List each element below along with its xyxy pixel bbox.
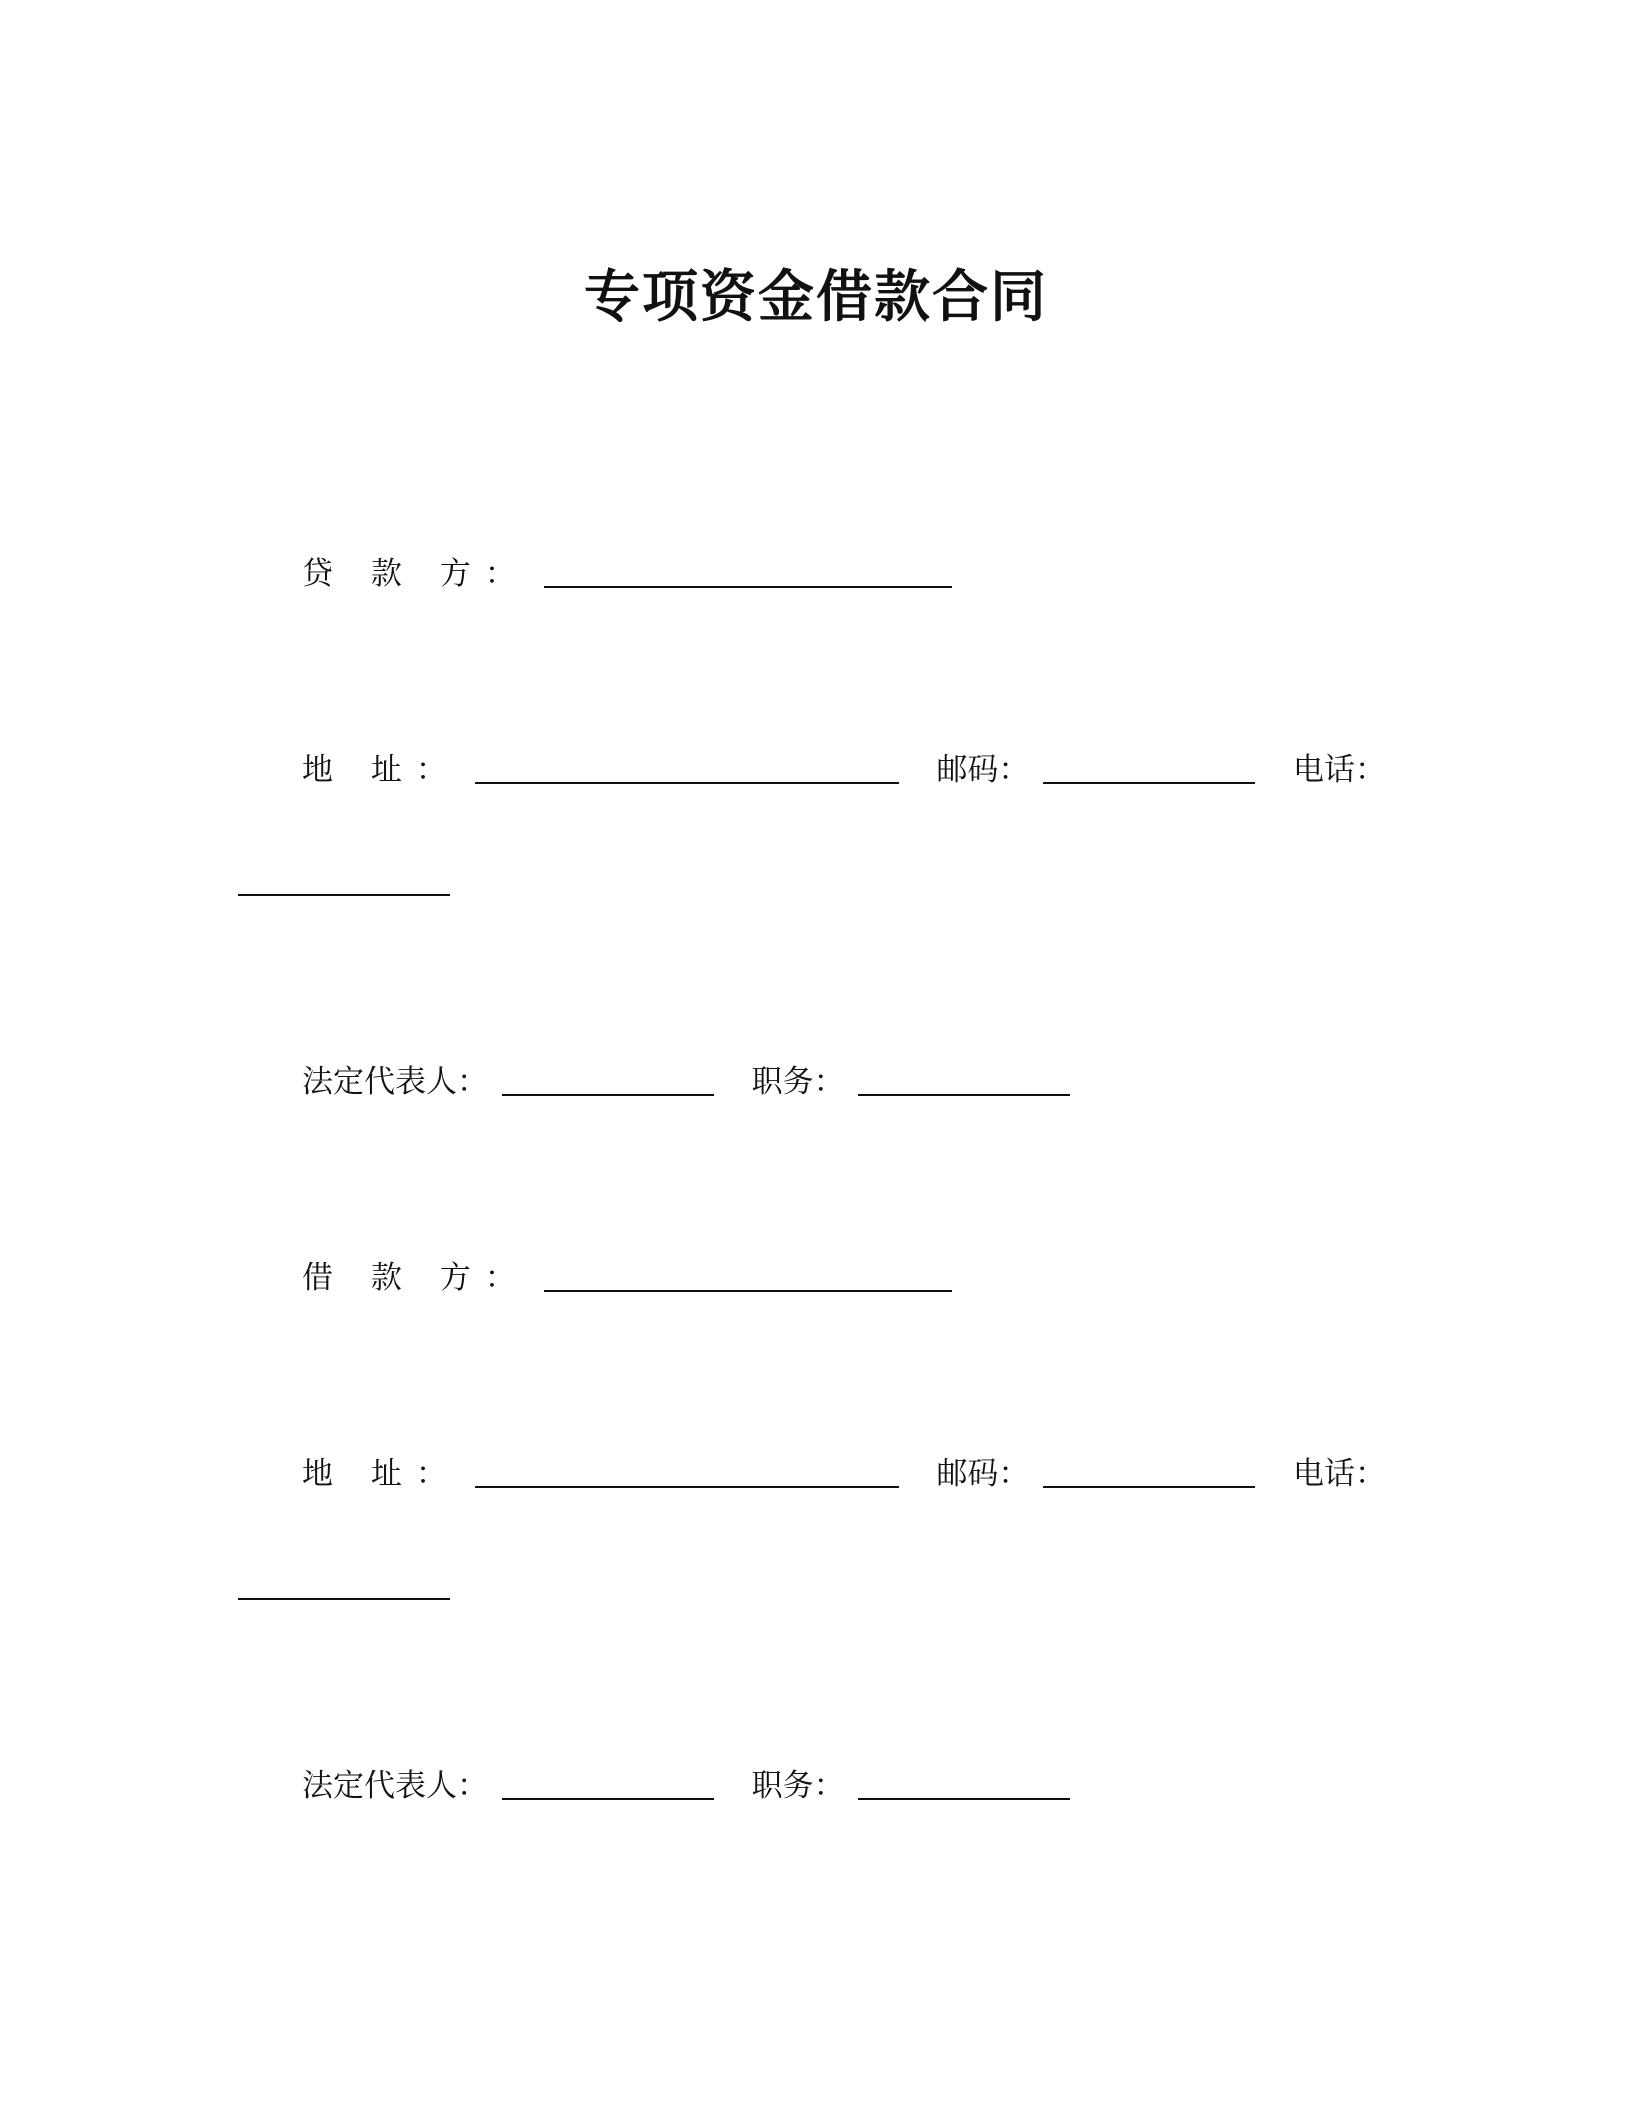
lender-legal-rep-blank[interactable] <box>502 1066 714 1096</box>
lender-postcode-blank[interactable] <box>1043 754 1255 784</box>
lender-position-blank[interactable] <box>858 1066 1070 1096</box>
borrower-phone-label: 电话： <box>1293 1456 1387 1492</box>
borrower-party-blank[interactable] <box>544 1262 952 1292</box>
lender-postcode-label: 邮码： <box>936 752 1030 788</box>
borrower-position-blank[interactable] <box>858 1770 1070 1800</box>
borrower-legal-rep-blank[interactable] <box>502 1770 714 1800</box>
lender-address-row <box>302 748 1386 792</box>
borrower-phone-continuation-row <box>238 1564 454 1608</box>
lender-phone-continuation-row <box>238 860 454 904</box>
lender-position-label: 职务： <box>751 1064 845 1100</box>
lender-legal-rep-label: 法定代表人： <box>302 1064 488 1100</box>
lender-phone-label: 电话： <box>1293 752 1387 788</box>
borrower-party-row <box>302 1256 956 1300</box>
borrower-party-label: 借 款 方： <box>302 1260 530 1296</box>
borrower-address-row <box>302 1452 1386 1496</box>
lender-address-label: 地 址： <box>302 752 461 788</box>
borrower-postcode-blank[interactable] <box>1043 1458 1255 1488</box>
lender-phone-blank[interactable] <box>238 866 450 896</box>
borrower-legal-rep-label: 法定代表人： <box>302 1768 488 1804</box>
lender-party-label: 贷 款 方： <box>302 556 530 592</box>
borrower-position-label: 职务： <box>751 1768 845 1804</box>
borrower-postcode-label: 邮码： <box>936 1456 1030 1492</box>
document-title: 专项资金借款合同 <box>584 265 1048 330</box>
lender-party-row <box>302 552 956 596</box>
lender-party-blank[interactable] <box>544 558 952 588</box>
borrower-legal-rep-row <box>302 1764 1074 1808</box>
borrower-phone-blank[interactable] <box>238 1570 450 1600</box>
lender-address-blank[interactable] <box>475 754 899 784</box>
lender-legal-rep-row <box>302 1060 1074 1104</box>
borrower-address-label: 地 址： <box>302 1456 461 1492</box>
borrower-address-blank[interactable] <box>475 1458 899 1488</box>
